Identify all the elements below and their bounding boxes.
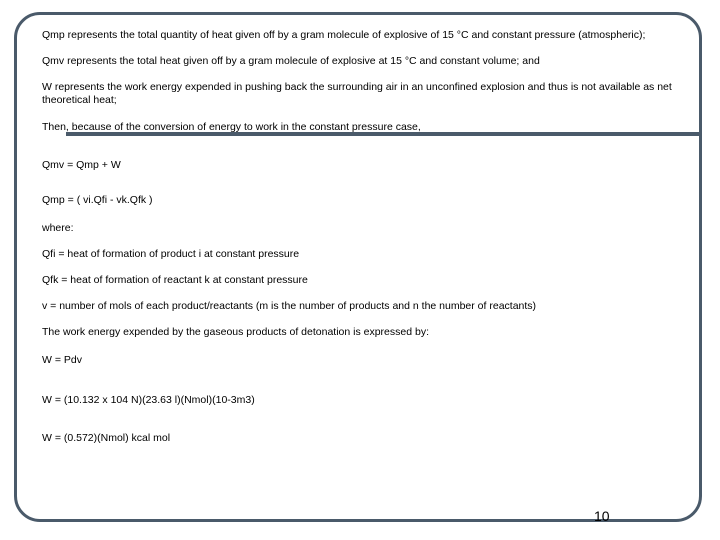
text-line-w-definition: W represents the work energy expended in pushing back the surrounding air in an unconfined explosion and thus is not available as net theoretical heat; xyxy=(42,81,672,106)
text-work-energy: The work energy expended by the gaseous products of detonation is expressed by: xyxy=(42,326,429,338)
text-line-qmp-definition: Qmp represents the total quantity of heat given off by a gram molecule of explosive of 15 °C and constant pressure (atmospheric); xyxy=(42,29,646,41)
definition-v: v = number of mols of each product/reactants (m is the number of products and n the number of reactants) xyxy=(42,300,537,312)
definition-qfk: Qfk = heat of formation of reactant k at constant pressure xyxy=(42,274,308,286)
page-number: 10 xyxy=(594,508,610,524)
equation-qmp: Qmp = ( vi.Qfi - vk.Qfk ) xyxy=(42,194,153,206)
equation-w-pdv: W = Pdv xyxy=(42,354,82,366)
equation-w-numeric: W = (10.132 x 104 N)(23.63 l)(Nmol)(10-3m3) xyxy=(42,394,255,406)
equation-w-kcal: W = (0.572)(Nmol) kcal mol xyxy=(42,432,171,444)
definition-qfi: Qfi = heat of formation of product i at constant pressure xyxy=(42,248,300,260)
text-line-then: Then, because of the conversion of energy to work in the constant pressure case, xyxy=(42,121,421,133)
equation-qmv: Qmv = Qmp + W xyxy=(42,159,121,171)
text-line-qmv-definition: Qmv represents the total heat given off by a gram molecule of explosive at 15 °C and constant volume; and xyxy=(42,55,540,67)
text-where: where: xyxy=(42,222,74,234)
